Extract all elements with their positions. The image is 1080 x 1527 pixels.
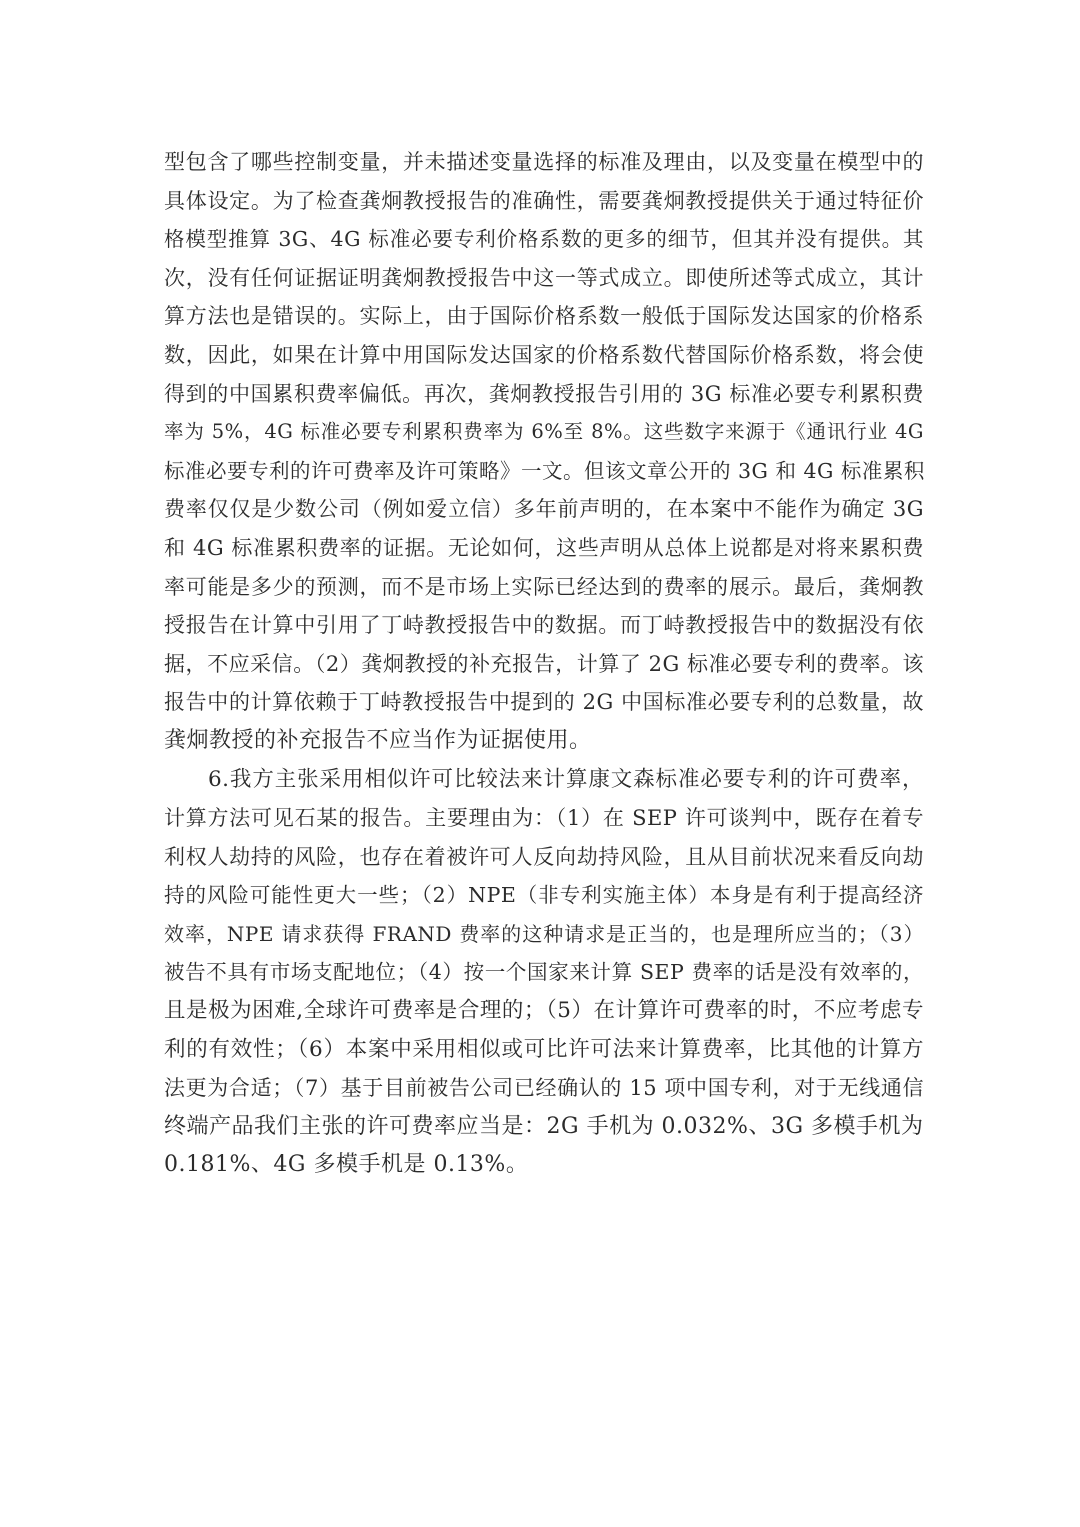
text-line: 效率，NPE 请求获得 FRAND 费率的这种请求是正当的，也是理所应当的；（3） [164,921,924,946]
text-line: 被告不具有市场支配地位；（4）按一个国家来计算 SEP 费率的话是没有效率的， [164,960,924,985]
text-line: 授报告在计算中引用了丁峙教授报告中的数据。而丁峙教授报告中的数据没有依 [164,613,924,638]
text-line: 和 4G 标准累积费率的证据。无论如何，这些声明从总体上说都是对将来累积费 [164,535,924,560]
text-line: 据，不应采信。（2）龚炯教授的补充报告，计算了 2G 标准必要专利的费率。该 [164,651,924,676]
text-line: 格模型推算 3G、4G 标准必要专利价格系数的更多的细节，但其并没有提供。其 [164,227,924,252]
text-line: 数，因此，如果在计算中用国际发达国家的价格系数代替国际价格系数，将会使 [164,342,924,367]
text-line: 率为 5%，4G 标准必要专利累积费率为 6%至 8%。这些数字来源于《通讯行业 4G [164,420,924,444]
text-line: 龚炯教授的补充报告不应当作为证据使用。 [164,727,592,753]
paragraph-start-line: 6.我方主张采用相似许可比较法来计算康文森标准必要专利的许可费率， [208,766,924,792]
text-line: 费率仅仅是少数公司（例如爱立信）多年前声明的，在本案中不能作为确定 3G [164,497,924,522]
text-line: 次，没有任何证据证明龚炯教授报告中这一等式成立。即使所述等式成立，其计 [164,265,924,290]
text-line: 型包含了哪些控制变量，并未描述变量选择的标准及理由，以及变量在模型中的 [164,150,924,174]
text-line: 得到的中国累积费率偏低。再次，龚炯教授报告引用的 3G 标准必要专利累积费 [164,381,924,406]
text-line: 利权人劫持的风险，也存在着被许可人反向劫持风险，且从目前状况来看反向劫 [164,844,924,869]
text-line: 率可能是多少的预测，而不是市场上实际已经达到的费率的展示。最后，龚炯教 [164,574,924,599]
text-line: 标准必要专利的许可费率及许可策略》一文。但该文章公开的 3G 和 4G 标准累积 [164,458,925,483]
text-line: 0.181%、4G 多模手机是 0.13%。 [164,1152,529,1178]
text-line: 终端产品我们主张的许可费率应当是：2G 手机为 0.032%、3G 多模手机为 [164,1113,924,1139]
text-line: 报告中的计算依赖于丁峙教授报告中提到的 2G 中国标准必要专利的总数量，故 [164,690,924,715]
text-line: 具体设定。为了检查龚炯教授报告的准确性，需要龚炯教授提供关于通过特征价 [164,188,924,213]
text-line: 且是极为困难,全球许可费率是合理的；（5）在计算许可费率的时，不应考虑专 [164,998,924,1024]
body-text [164,143,924,1185]
text-line: 算方法也是错误的。实际上，由于国际价格系数一般低于国际发达国家的价格系 [164,304,924,329]
text-line: 计算方法可见石某的报告。主要理由为：（1）在 SEP 许可谈判中，既存在着专 [164,806,924,831]
text-line: 持的风险可能性更大一些；（2）NPE（非专利实施主体）本身是有利于提高经济 [164,883,924,908]
text-line: 法更为合适；（7）基于目前被告公司已经确认的 15 项中国专利，对于无线通信 [164,1076,924,1101]
text-line: 利的有效性；（6）本案中采用相似或可比许可法来计算费率，比其他的计算方 [164,1036,924,1062]
